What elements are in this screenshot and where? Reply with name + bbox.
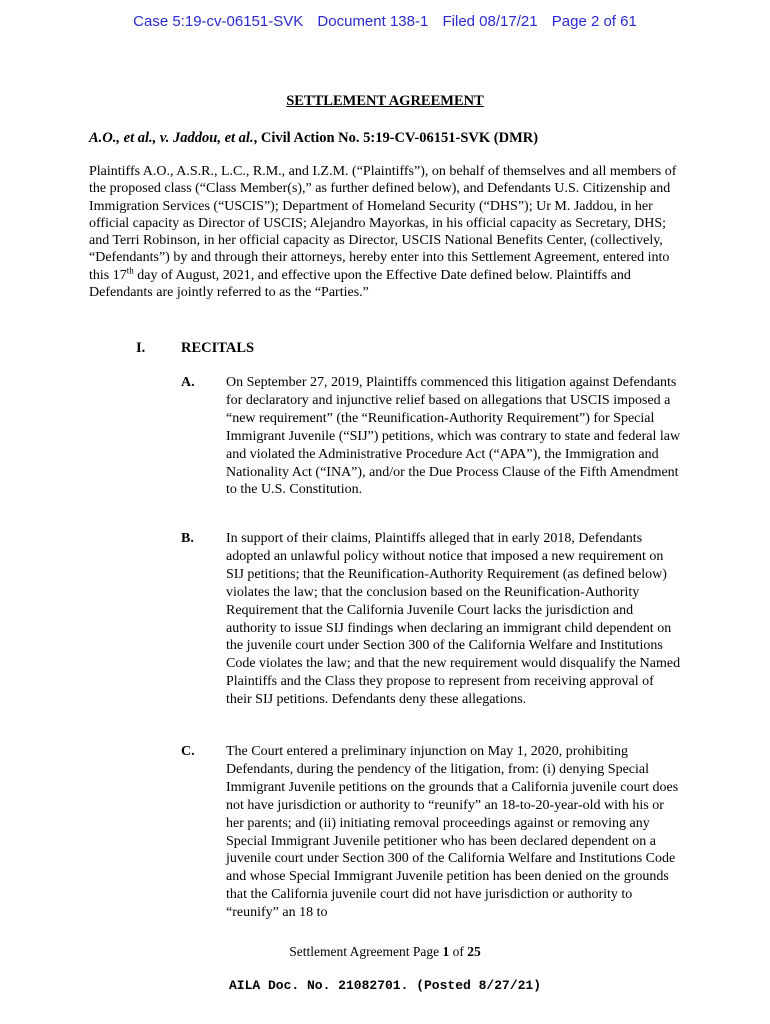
filing-page-number: Page 2 of 61 (551, 13, 637, 30)
section-number: I. (136, 340, 146, 356)
filed-date: Filed 08/17/21 (442, 13, 538, 30)
case-number: Case 5:19-cv-06151-SVK (133, 13, 304, 30)
caption-parties: A.O., et al., v. Jaddou, et al. (89, 130, 254, 146)
section-label: RECITALS (181, 340, 255, 356)
intro-paragraph (89, 163, 689, 301)
case-caption (89, 130, 538, 147)
footer-of: of (449, 944, 468, 959)
recital-text: In support of their claims, Plaintiffs alleged that in early 2018, Defendants adopted an unlawful policy without notice that imposed a new requirement on SIJ petitions; that the Reunification-Authority Requirement (as defined below) violates the law; that the conclusion based on the Reunification-Authority Requirement that the California Juvenile Court lacks the jurisdiction and authority to issue SIJ findings when declaring an immigrant child dependent on the juvenile court under Section 300 of the California Welfare and Institutions Code violates the law; and that the new requirement would disqualify the Named Plaintiffs and the Class they propose to represent from receiving approval of their SIJ petitions. Defendants deny these allegations. (226, 531, 681, 708)
aila-document-stamp: AILA Doc. No. 21082701. (Posted 8/27/21) (228, 978, 542, 993)
intro-superscript: th (126, 265, 134, 276)
recital-letter: A. (181, 375, 195, 390)
document-title: SETTLEMENT AGREEMENT (286, 93, 484, 109)
recital-letter: B. (181, 531, 194, 546)
document-number: Document 138-1 (317, 13, 429, 30)
recital-text: The Court entered a preliminary injunction on May 1, 2020, prohibiting Defendants, during the pendency of the litigation, from: (i) denying Special Immigrant Juvenile petitions on the grounds that a California juvenile court does not have jurisdiction or authority to “reunify” an 18-to-20-year-old with his or her parents; and (ii) initiating removal proceedings against or removing any Special Immigrant Juvenile petitioner who has been declared dependent on a juvenile court under Section 300 of the California Welfare and Institutions Code and whose Special Immigrant Juvenile petition has been denied on the grounds that the California juvenile court did not have jurisdiction or authority to “reunify” an 18 to (226, 744, 679, 921)
intro-text: Plaintiffs A.O., A.S.R., L.C., R.M., and I.Z.M. (“Plaintiffs”), on behalf of themselves and all members of the proposed class (“Class Member(s),” as further defined below), and Defendants U.S. Citizenship and Immigration Services (“USCIS”); Department of Homeland Security (“DHS”); Ur M. Jaddou, in her official capacity as Director of USCIS; Alejandro Mayorkas, in his official capacity as Secretary, DHS; and Terri Robinson, in her official capacity as Director, USCIS National Benefits Center, (collectively, “Defendants”) by and through their attorneys, hereby enter into this Settlement Agreement, entered into this 17 (89, 164, 677, 283)
footer-page-number: 1 (442, 944, 450, 959)
caption-action: , Civil Action No. 5:19-CV-06151-SVK (DMR) (253, 130, 539, 146)
footer-prefix: Settlement Agreement Page (289, 944, 443, 959)
court-filing-header (0, 13, 770, 30)
intro-text-continued: day of August, 2021, and effective upon the Effective Date defined below. Plaintiffs and Defendants are jointly referred to as the “Parties.” (89, 267, 631, 301)
page-footer (0, 944, 770, 960)
recital-letter: C. (181, 744, 195, 759)
footer-total-pages: 25 (467, 944, 481, 959)
recital-text: On September 27, 2019, Plaintiffs commenced this litigation against Defendants for declaratory and injunctive relief based on allegations that USCIS imposed a “new requirement” (the “Reunification-Authority Requirement”) for Special Immigrant Juvenile (“SIJ”) petitions, which was contrary to state and federal law and violated the Administrative Procedure Act (“APA”), the Immigration and Nationality Act (“INA”), and/or the Due Process Clause of the Fifth Amendment to the U.S. Constitution. (226, 375, 681, 498)
